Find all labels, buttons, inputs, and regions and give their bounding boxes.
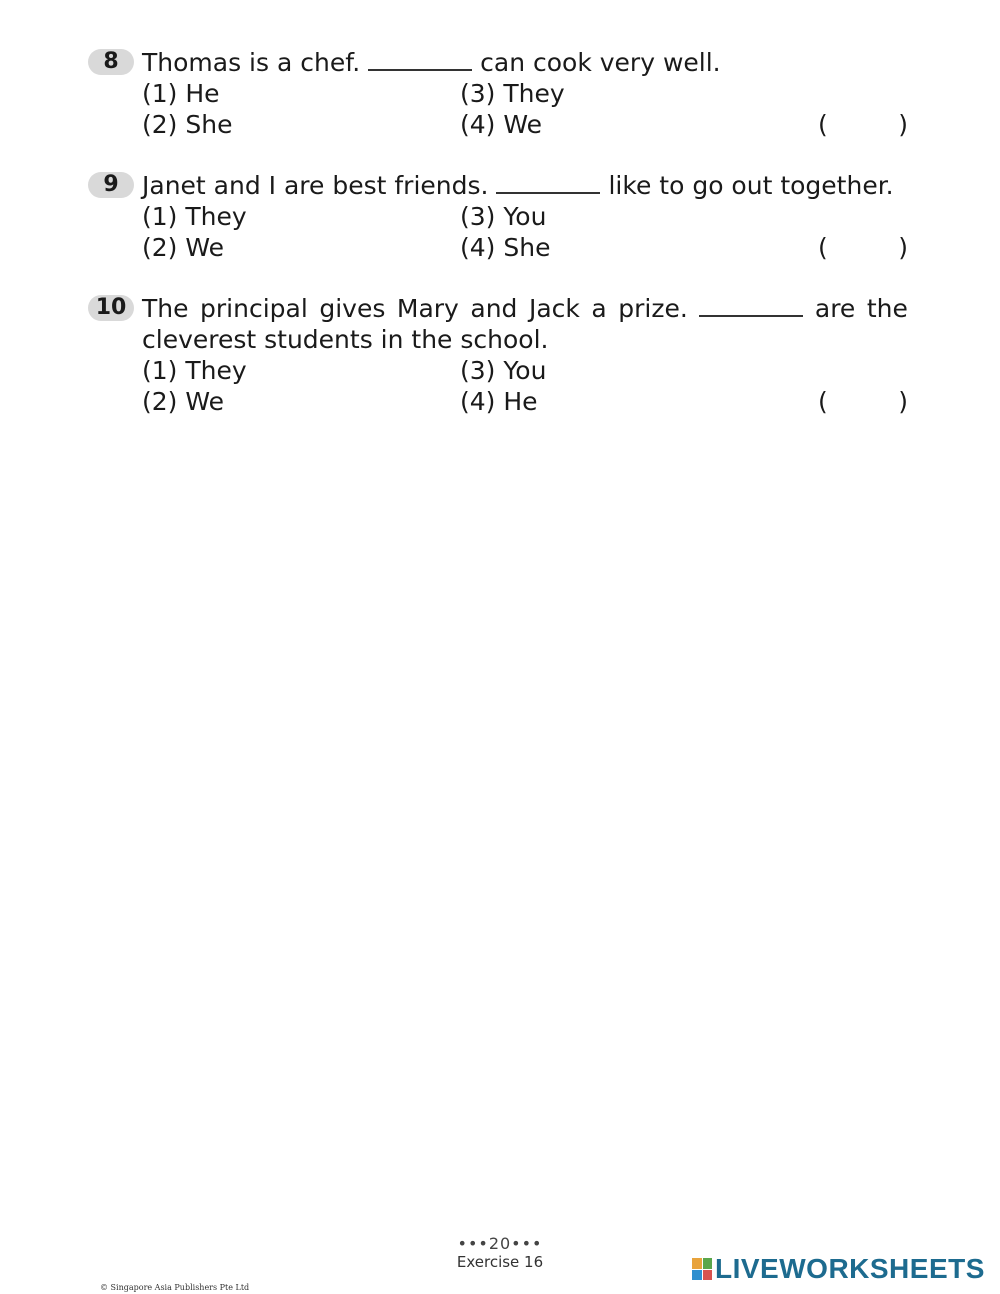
bracket-open: (: [818, 110, 828, 139]
bracket-open: (: [818, 233, 828, 262]
option-1[interactable]: (1) He: [142, 79, 220, 108]
question-stem: [88, 293, 908, 324]
question-text: [142, 47, 721, 78]
option-2[interactable]: (2) We: [142, 387, 224, 416]
question-9: [88, 170, 908, 263]
question-stem-line-2: [88, 324, 908, 355]
question-text-after: like to go out together.: [608, 171, 894, 200]
option-3[interactable]: (3) You: [460, 202, 547, 231]
answer-blank[interactable]: [496, 170, 600, 194]
question-number-badge: 9: [88, 172, 134, 198]
question-word: and: [470, 294, 518, 323]
bracket-close: ): [898, 110, 908, 139]
answer-blank[interactable]: [699, 293, 803, 317]
bracket-close: ): [898, 387, 908, 416]
liveworksheets-logo[interactable]: [692, 1253, 985, 1285]
exercise-label: Exercise 16: [456, 1253, 544, 1271]
liveworksheets-logo-icon: [692, 1258, 712, 1280]
question-word: The: [142, 294, 189, 323]
question-text: [142, 170, 894, 201]
question-number-badge: 8: [88, 49, 134, 75]
logo-tile: [703, 1258, 713, 1269]
question-word: prize.: [618, 294, 688, 323]
answer-bracket[interactable]: [818, 232, 908, 263]
question-word: are: [814, 294, 856, 323]
options-row: [88, 109, 908, 140]
options-row: [88, 78, 908, 109]
option-4[interactable]: (4) We: [460, 110, 542, 139]
options-row: [88, 355, 908, 386]
liveworksheets-wordmark: LIVEWORKSHEETS: [715, 1253, 985, 1284]
option-2[interactable]: (2) We: [142, 233, 224, 262]
copyright-notice: © Singapore Asia Publishers Pte Ltd: [100, 1283, 250, 1292]
question-stem: [88, 47, 908, 78]
question-word: principal: [200, 294, 308, 323]
option-4[interactable]: (4) He: [460, 387, 538, 416]
logo-tile: [692, 1270, 702, 1281]
bracket-open: (: [818, 387, 828, 416]
question-text-before: Thomas is a chef.: [142, 48, 361, 77]
question-10: [88, 293, 908, 417]
question-8: [88, 47, 908, 140]
option-3[interactable]: (3) They: [460, 79, 565, 108]
question-word: gives: [319, 294, 386, 323]
question-text-before: Janet and I are best friends.: [142, 171, 489, 200]
option-4[interactable]: (4) She: [460, 233, 551, 262]
options-row: [88, 201, 908, 232]
question-word: Jack: [528, 294, 580, 323]
logo-tile: [703, 1270, 713, 1281]
question-text-line-2: cleverest students in the school.: [142, 325, 549, 354]
question-word: Mary: [396, 294, 459, 323]
question-stem: [88, 170, 908, 201]
option-3[interactable]: (3) You: [460, 356, 547, 385]
question-number-badge: 10: [88, 295, 134, 321]
question-text-after: can cook very well.: [480, 48, 721, 77]
option-1[interactable]: (1) They: [142, 356, 247, 385]
option-2[interactable]: (2) She: [142, 110, 233, 139]
option-1[interactable]: (1) They: [142, 202, 247, 231]
answer-bracket[interactable]: [818, 109, 908, 140]
logo-tile: [692, 1258, 702, 1269]
page-number: •••20•••: [457, 1234, 543, 1253]
options-row: [88, 232, 908, 263]
options-row: [88, 386, 908, 417]
question-word: a: [591, 294, 607, 323]
answer-bracket[interactable]: [818, 386, 908, 417]
bracket-close: ): [898, 233, 908, 262]
answer-blank[interactable]: [368, 47, 472, 71]
question-text: [142, 293, 908, 324]
question-word: the: [866, 294, 908, 323]
